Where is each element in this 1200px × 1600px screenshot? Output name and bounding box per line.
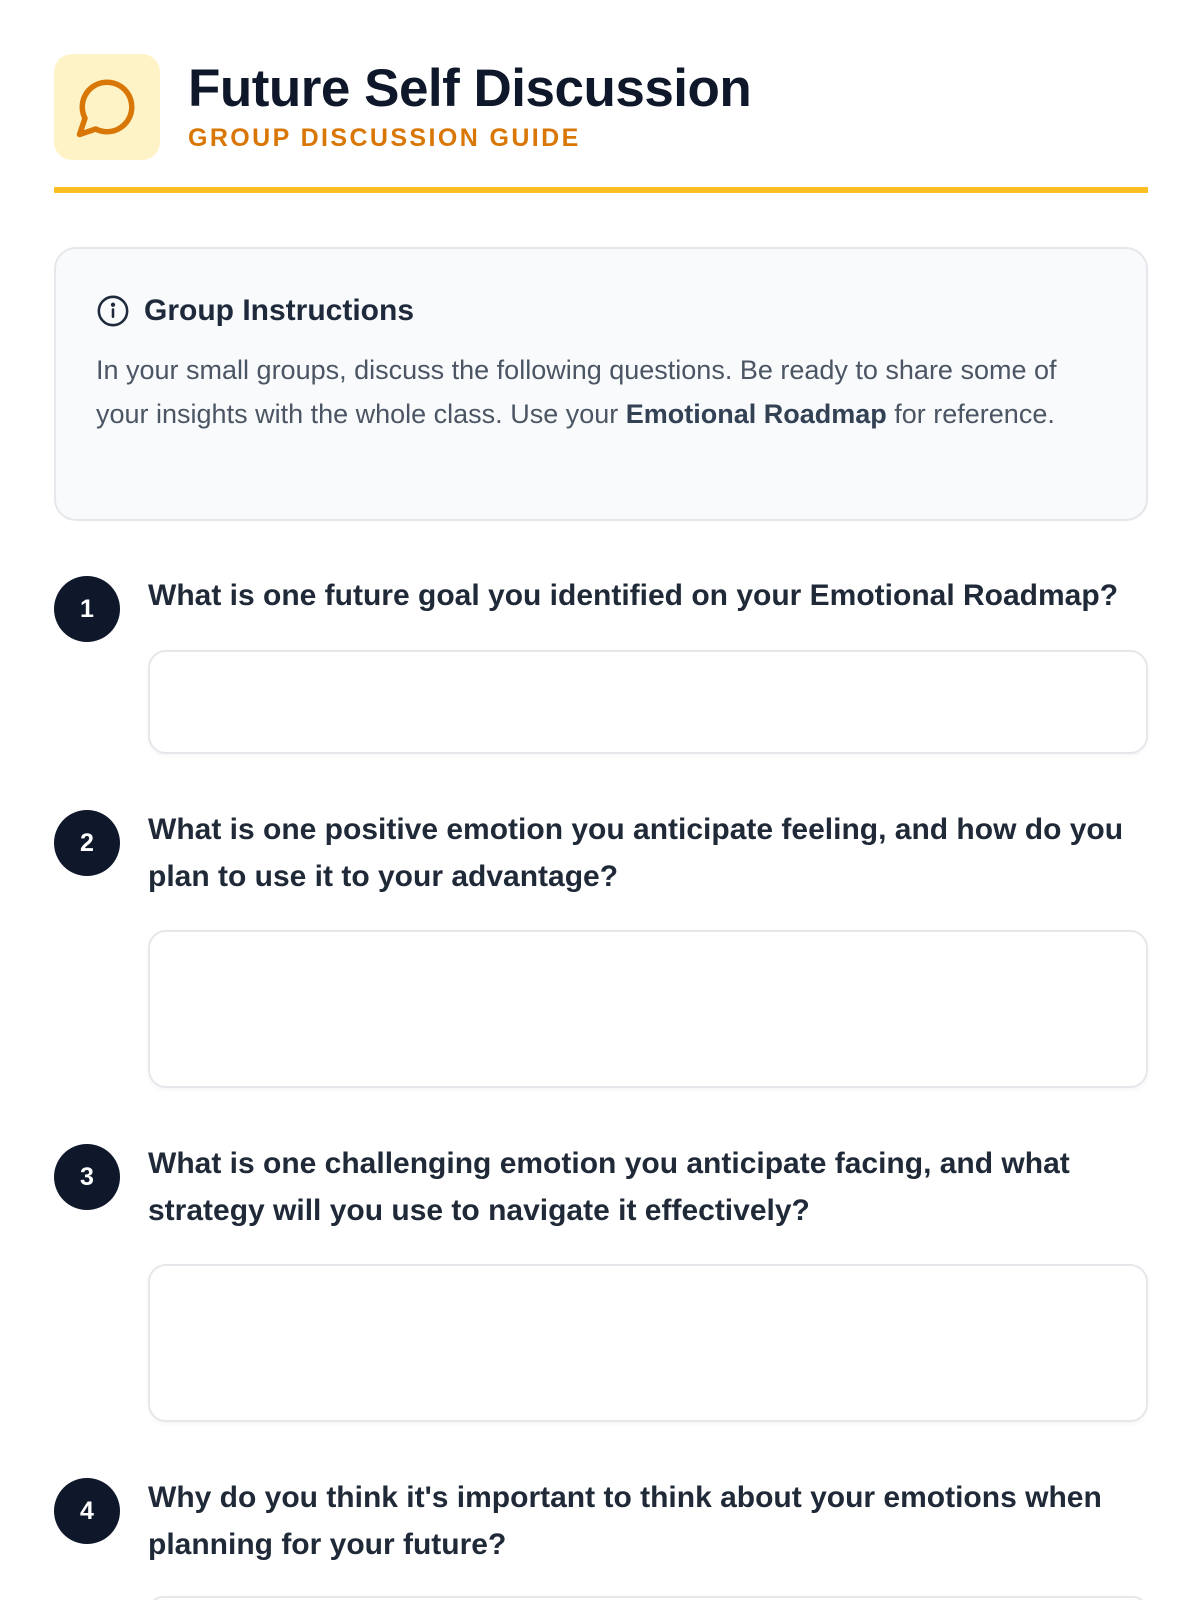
question-text: What is one challenging emotion you anticipate facing, and what strategy will you use to navigate it effectively?	[148, 1147, 1070, 1227]
page-header	[54, 54, 1146, 194]
speech-bubble-icon	[74, 74, 140, 140]
question-text: Why do you think it's important to think about your emotions when planning for your future?	[148, 1481, 1102, 1561]
question-number-badge: 3	[54, 1144, 120, 1210]
question-number-badge: 2	[54, 810, 120, 876]
instructions-heading	[96, 291, 1106, 331]
question-text: What is one positive emotion you anticipate feeling, and how do you plan to use it to your advantage?	[148, 813, 1124, 893]
question-number-badge: 1	[54, 576, 120, 642]
instructions-card	[54, 247, 1148, 521]
emotional-roadmap-emphasis: Emotional Roadmap	[625, 398, 887, 429]
instructions-text	[96, 349, 1096, 436]
answer-box[interactable]	[148, 1264, 1148, 1422]
answer-box[interactable]	[148, 1596, 1148, 1600]
instructions-title: Group Instructions	[144, 294, 414, 327]
app-logo	[54, 54, 160, 160]
header-divider	[54, 187, 1148, 193]
question-text: What is one future goal you identified on your Emotional Roadmap?	[148, 579, 1119, 612]
info-icon	[96, 294, 130, 328]
question-number-badge: 4	[54, 1478, 120, 1544]
answer-box[interactable]	[148, 930, 1148, 1088]
page-subtitle: GROUP DISCUSSION GUIDE	[188, 124, 581, 152]
instructions-text-tail: for reference.	[886, 398, 1055, 429]
instructions-text-lead: In your small groups, discuss the following questions. Be ready to share some of your insights with the whole class. Use your	[96, 355, 1057, 429]
answer-box[interactable]	[148, 650, 1148, 754]
page-title: Future Self Discussion	[188, 59, 752, 118]
